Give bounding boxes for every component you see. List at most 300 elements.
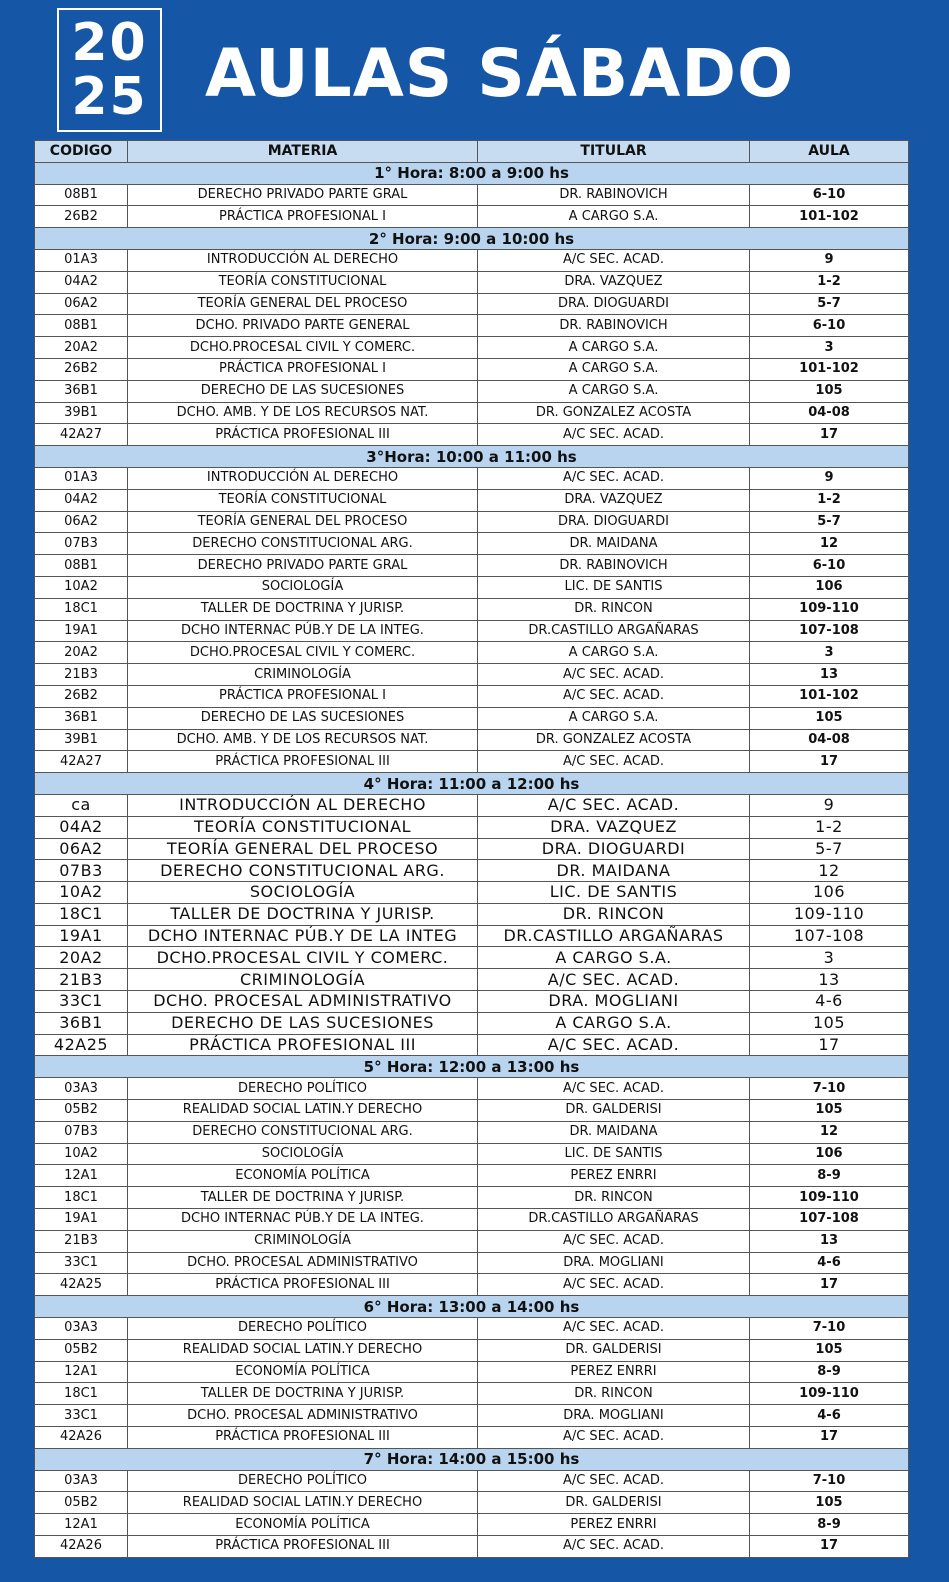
table-row: [35, 969, 909, 991]
table-row: [35, 271, 909, 293]
materia-cell: CRIMINOLOGÍA: [128, 664, 478, 686]
codigo-cell: 06A2: [35, 293, 128, 315]
titular-cell: A/C SEC. ACAD.: [478, 1274, 750, 1296]
materia-cell: ECONOMÍA POLÍTICA: [128, 1361, 478, 1383]
materia-cell: SOCIOLOGÍA: [128, 882, 478, 904]
titular-cell: DR. MAIDANA: [478, 533, 750, 555]
table-row: [35, 664, 909, 686]
aula-cell: 107-108: [750, 620, 909, 642]
aula-cell: 4-6: [750, 991, 909, 1013]
titular-cell: DRA. MOGLIANI: [478, 1252, 750, 1274]
table-row: [35, 1165, 909, 1187]
titular-cell: DR.CASTILLO ARGAÑARAS: [478, 1209, 750, 1231]
titular-cell: A/C SEC. ACAD.: [478, 1470, 750, 1492]
materia-cell: DCHO.PROCESAL CIVIL Y COMERC.: [128, 337, 478, 359]
titular-cell: DR. GALDERISI: [478, 1100, 750, 1122]
codigo-cell: 36B1: [35, 707, 128, 729]
titular-cell: DR. GONZALEZ ACOSTA: [478, 402, 750, 424]
materia-cell: TEORÍA CONSTITUCIONAL: [128, 816, 478, 838]
codigo-cell: 21B3: [35, 969, 128, 991]
table-row: [35, 860, 909, 882]
codigo-cell: 06A2: [35, 838, 128, 860]
hour-header-row: [35, 228, 909, 250]
table-row: [35, 794, 909, 816]
table-row: [35, 903, 909, 925]
codigo-cell: 04A2: [35, 489, 128, 511]
titular-cell: DR. MAIDANA: [478, 1121, 750, 1143]
table-row: [35, 1383, 909, 1405]
aula-cell: 12: [750, 533, 909, 555]
materia-cell: DCHO. PROCESAL ADMINISTRATIVO: [128, 991, 478, 1013]
hour-header-row: [35, 773, 909, 795]
materia-cell: REALIDAD SOCIAL LATIN.Y DERECHO: [128, 1339, 478, 1361]
codigo-cell: 03A3: [35, 1470, 128, 1492]
aula-cell: 105: [750, 1339, 909, 1361]
materia-cell: DERECHO CONSTITUCIONAL ARG.: [128, 533, 478, 555]
table-row: [35, 555, 909, 577]
codigo-cell: 10A2: [35, 576, 128, 598]
codigo-cell: 03A3: [35, 1078, 128, 1100]
titular-cell: DR. GALDERISI: [478, 1492, 750, 1514]
materia-cell: DCHO INTERNAC PÚB.Y DE LA INTEG.: [128, 1209, 478, 1231]
codigo-cell: 21B3: [35, 664, 128, 686]
materia-cell: TALLER DE DOCTRINA Y JURISP.: [128, 903, 478, 925]
codigo-cell: 33C1: [35, 1252, 128, 1274]
aula-cell: 105: [750, 1100, 909, 1122]
codigo-cell: 42A27: [35, 751, 128, 773]
table-row: [35, 1427, 909, 1449]
table-row: [35, 1536, 909, 1558]
table-row: [35, 184, 909, 206]
table-row: [35, 1187, 909, 1209]
aula-cell: 17: [750, 1274, 909, 1296]
codigo-cell: 42A25: [35, 1034, 128, 1056]
table-row: [35, 1361, 909, 1383]
materia-cell: DCHO INTERNAC PÚB.Y DE LA INTEG: [128, 925, 478, 947]
aula-cell: 13: [750, 969, 909, 991]
table-row: [35, 838, 909, 860]
codigo-cell: 20A2: [35, 642, 128, 664]
year-badge: [57, 8, 162, 132]
hour-title: 7° Hora: 14:00 a 15:00 hs: [35, 1448, 909, 1470]
materia-cell: TEORÍA GENERAL DEL PROCESO: [128, 293, 478, 315]
table-row: [35, 1252, 909, 1274]
materia-cell: DERECHO POLÍTICO: [128, 1078, 478, 1100]
table-row: [35, 1318, 909, 1340]
aula-cell: 4-6: [750, 1405, 909, 1427]
aula-cell: 8-9: [750, 1514, 909, 1536]
codigo-cell: 39B1: [35, 402, 128, 424]
materia-cell: PRÁCTICA PROFESIONAL III: [128, 751, 478, 773]
codigo-cell: 19A1: [35, 1209, 128, 1231]
table-row: [35, 1143, 909, 1165]
materia-cell: DERECHO DE LAS SUCESIONES: [128, 707, 478, 729]
titular-cell: DR. RABINOVICH: [478, 555, 750, 577]
table-row: [35, 598, 909, 620]
hour-header-row: [35, 1448, 909, 1470]
codigo-cell: 26B2: [35, 685, 128, 707]
materia-cell: DCHO. PRIVADO PARTE GENERAL: [128, 315, 478, 337]
table-row: [35, 1209, 909, 1231]
materia-cell: DERECHO PRIVADO PARTE GRAL: [128, 555, 478, 577]
aula-cell: 6-10: [750, 555, 909, 577]
titular-cell: DRA. MOGLIANI: [478, 991, 750, 1013]
materia-cell: SOCIOLOGÍA: [128, 576, 478, 598]
table-row: [35, 380, 909, 402]
materia-cell: PRÁCTICA PROFESIONAL III: [128, 1427, 478, 1449]
titular-cell: DR. RABINOVICH: [478, 184, 750, 206]
aula-cell: 109-110: [750, 1187, 909, 1209]
titular-cell: A CARGO S.A.: [478, 358, 750, 380]
codigo-cell: 04A2: [35, 271, 128, 293]
codigo-cell: 01A3: [35, 467, 128, 489]
codigo-cell: 12A1: [35, 1165, 128, 1187]
titular-cell: DR. RINCON: [478, 1383, 750, 1405]
aula-cell: 101-102: [750, 685, 909, 707]
aula-cell: 101-102: [750, 206, 909, 228]
table-row: [35, 642, 909, 664]
codigo-cell: 12A1: [35, 1514, 128, 1536]
table-row: [35, 1034, 909, 1056]
codigo-cell: 01A3: [35, 249, 128, 271]
aula-cell: 1-2: [750, 816, 909, 838]
titular-cell: LIC. DE SANTIS: [478, 1143, 750, 1165]
hour-header-row: [35, 162, 909, 184]
titular-cell: A/C SEC. ACAD.: [478, 751, 750, 773]
table-row: [35, 1339, 909, 1361]
table-row: [35, 358, 909, 380]
hour-header-row: [35, 446, 909, 468]
codigo-cell: 20A2: [35, 337, 128, 359]
table-row: [35, 1100, 909, 1122]
titular-cell: DRA. DIOGUARDI: [478, 838, 750, 860]
aula-cell: 3: [750, 947, 909, 969]
aula-cell: 105: [750, 1012, 909, 1034]
materia-cell: PRÁCTICA PROFESIONAL I: [128, 206, 478, 228]
aula-cell: 17: [750, 1034, 909, 1056]
titular-cell: A CARGO S.A.: [478, 380, 750, 402]
materia-cell: DERECHO CONSTITUCIONAL ARG.: [128, 860, 478, 882]
materia-cell: CRIMINOLOGÍA: [128, 969, 478, 991]
materia-cell: TEORÍA CONSTITUCIONAL: [128, 271, 478, 293]
codigo-cell: 06A2: [35, 511, 128, 533]
materia-cell: TEORÍA GENERAL DEL PROCESO: [128, 511, 478, 533]
codigo-cell: 18C1: [35, 903, 128, 925]
codigo-cell: 26B2: [35, 358, 128, 380]
table-row: [35, 1470, 909, 1492]
table-row: [35, 1405, 909, 1427]
titular-cell: A/C SEC. ACAD.: [478, 467, 750, 489]
table-row: [35, 751, 909, 773]
hour-header-row: [35, 1296, 909, 1318]
aula-cell: 109-110: [750, 903, 909, 925]
aula-cell: 04-08: [750, 402, 909, 424]
aula-cell: 105: [750, 707, 909, 729]
aula-cell: 107-108: [750, 925, 909, 947]
codigo-cell: 07B3: [35, 860, 128, 882]
codigo-cell: 36B1: [35, 1012, 128, 1034]
aula-cell: 8-9: [750, 1361, 909, 1383]
codigo-cell: 42A27: [35, 424, 128, 446]
aula-cell: 6-10: [750, 184, 909, 206]
schedule-body: [35, 162, 909, 1557]
codigo-cell: 33C1: [35, 1405, 128, 1427]
titular-cell: A CARGO S.A.: [478, 206, 750, 228]
codigo-cell: ca: [35, 794, 128, 816]
hour-title: 3°Hora: 10:00 a 11:00 hs: [35, 446, 909, 468]
materia-cell: DERECHO POLÍTICO: [128, 1318, 478, 1340]
titular-cell: A/C SEC. ACAD.: [478, 1427, 750, 1449]
table-row: [35, 467, 909, 489]
titular-cell: LIC. DE SANTIS: [478, 576, 750, 598]
hour-title: 5° Hora: 12:00 a 13:00 hs: [35, 1056, 909, 1078]
hour-title: 6° Hora: 13:00 a 14:00 hs: [35, 1296, 909, 1318]
titular-cell: A CARGO S.A.: [478, 707, 750, 729]
table-row: [35, 533, 909, 555]
page-title: AULAS SÁBADO: [205, 35, 795, 112]
codigo-cell: 18C1: [35, 1383, 128, 1405]
table-row: [35, 1121, 909, 1143]
table-row: [35, 947, 909, 969]
materia-cell: TALLER DE DOCTRINA Y JURISP.: [128, 598, 478, 620]
materia-cell: TALLER DE DOCTRINA Y JURISP.: [128, 1383, 478, 1405]
hour-title: 2° Hora: 9:00 a 10:00 hs: [35, 228, 909, 250]
titular-cell: A/C SEC. ACAD.: [478, 1318, 750, 1340]
column-header-materia: MATERIA: [128, 141, 478, 163]
materia-cell: INTRODUCCIÓN AL DERECHO: [128, 794, 478, 816]
titular-cell: DR.CASTILLO ARGAÑARAS: [478, 620, 750, 642]
titular-cell: A/C SEC. ACAD.: [478, 1230, 750, 1252]
codigo-cell: 10A2: [35, 882, 128, 904]
aula-cell: 4-6: [750, 1252, 909, 1274]
schedule-table: [34, 140, 909, 1558]
titular-cell: A/C SEC. ACAD.: [478, 969, 750, 991]
codigo-cell: 18C1: [35, 1187, 128, 1209]
titular-cell: PEREZ ENRRI: [478, 1361, 750, 1383]
codigo-cell: 08B1: [35, 315, 128, 337]
materia-cell: INTRODUCCIÓN AL DERECHO: [128, 249, 478, 271]
table-row: [35, 249, 909, 271]
year-top: 20: [71, 13, 148, 73]
aula-cell: 106: [750, 882, 909, 904]
codigo-cell: 05B2: [35, 1100, 128, 1122]
materia-cell: DERECHO POLÍTICO: [128, 1470, 478, 1492]
titular-cell: LIC. DE SANTIS: [478, 882, 750, 904]
materia-cell: DERECHO PRIVADO PARTE GRAL: [128, 184, 478, 206]
aula-cell: 5-7: [750, 838, 909, 860]
codigo-cell: 33C1: [35, 991, 128, 1013]
aula-cell: 5-7: [750, 293, 909, 315]
materia-cell: PRÁCTICA PROFESIONAL III: [128, 1274, 478, 1296]
table-row: [35, 1514, 909, 1536]
titular-cell: A CARGO S.A.: [478, 337, 750, 359]
materia-cell: SOCIOLOGÍA: [128, 1143, 478, 1165]
titular-cell: A/C SEC. ACAD.: [478, 1536, 750, 1558]
codigo-cell: 10A2: [35, 1143, 128, 1165]
materia-cell: TALLER DE DOCTRINA Y JURISP.: [128, 1187, 478, 1209]
materia-cell: DERECHO CONSTITUCIONAL ARG.: [128, 1121, 478, 1143]
materia-cell: DCHO. AMB. Y DE LOS RECURSOS NAT.: [128, 402, 478, 424]
aula-cell: 6-10: [750, 315, 909, 337]
titular-cell: DRA. VAZQUEZ: [478, 271, 750, 293]
materia-cell: DCHO.PROCESAL CIVIL Y COMERC.: [128, 947, 478, 969]
titular-cell: A/C SEC. ACAD.: [478, 1034, 750, 1056]
codigo-cell: 21B3: [35, 1230, 128, 1252]
codigo-cell: 36B1: [35, 380, 128, 402]
aula-cell: 9: [750, 794, 909, 816]
aula-cell: 13: [750, 1230, 909, 1252]
aula-cell: 7-10: [750, 1078, 909, 1100]
aula-cell: 8-9: [750, 1165, 909, 1187]
materia-cell: ECONOMÍA POLÍTICA: [128, 1514, 478, 1536]
codigo-cell: 42A25: [35, 1274, 128, 1296]
aula-cell: 12: [750, 1121, 909, 1143]
table-row: [35, 576, 909, 598]
year-bottom: 25: [71, 67, 148, 127]
materia-cell: PRÁCTICA PROFESIONAL I: [128, 358, 478, 380]
table-row: [35, 685, 909, 707]
aula-cell: 17: [750, 1536, 909, 1558]
aula-cell: 04-08: [750, 729, 909, 751]
table-row: [35, 293, 909, 315]
aula-cell: 9: [750, 467, 909, 489]
materia-cell: DERECHO DE LAS SUCESIONES: [128, 1012, 478, 1034]
column-header-aula: AULA: [750, 141, 909, 163]
titular-cell: DRA. MOGLIANI: [478, 1405, 750, 1427]
titular-cell: A CARGO S.A.: [478, 947, 750, 969]
aula-cell: 17: [750, 751, 909, 773]
table-row: [35, 925, 909, 947]
table-row: [35, 424, 909, 446]
materia-cell: DCHO. AMB. Y DE LOS RECURSOS NAT.: [128, 729, 478, 751]
codigo-cell: 42A26: [35, 1427, 128, 1449]
titular-cell: DR. RINCON: [478, 1187, 750, 1209]
table-row: [35, 1012, 909, 1034]
aula-cell: 107-108: [750, 1209, 909, 1231]
titular-cell: DR. GALDERISI: [478, 1339, 750, 1361]
materia-cell: DCHO. PROCESAL ADMINISTRATIVO: [128, 1405, 478, 1427]
titular-cell: A/C SEC. ACAD.: [478, 249, 750, 271]
aula-cell: 3: [750, 642, 909, 664]
table-row: [35, 882, 909, 904]
codigo-cell: 12A1: [35, 1361, 128, 1383]
table-row: [35, 337, 909, 359]
codigo-cell: 07B3: [35, 533, 128, 555]
materia-cell: DERECHO DE LAS SUCESIONES: [128, 380, 478, 402]
table-row: [35, 315, 909, 337]
titular-cell: DRA. VAZQUEZ: [478, 816, 750, 838]
materia-cell: ECONOMÍA POLÍTICA: [128, 1165, 478, 1187]
table-row: [35, 816, 909, 838]
aula-cell: 5-7: [750, 511, 909, 533]
titular-cell: DRA. DIOGUARDI: [478, 511, 750, 533]
titular-cell: A CARGO S.A.: [478, 642, 750, 664]
aula-cell: 13: [750, 664, 909, 686]
codigo-cell: 08B1: [35, 184, 128, 206]
aula-cell: 101-102: [750, 358, 909, 380]
hour-title: 1° Hora: 8:00 a 9:00 hs: [35, 162, 909, 184]
titular-cell: PEREZ ENRRI: [478, 1514, 750, 1536]
aula-cell: 17: [750, 1427, 909, 1449]
titular-cell: DR. RABINOVICH: [478, 315, 750, 337]
materia-cell: PRÁCTICA PROFESIONAL III: [128, 1034, 478, 1056]
materia-cell: PRÁCTICA PROFESIONAL III: [128, 1536, 478, 1558]
codigo-cell: 20A2: [35, 947, 128, 969]
codigo-cell: 18C1: [35, 598, 128, 620]
materia-cell: DCHO INTERNAC PÚB.Y DE LA INTEG.: [128, 620, 478, 642]
table-row: [35, 1078, 909, 1100]
aula-cell: 7-10: [750, 1470, 909, 1492]
codigo-cell: 05B2: [35, 1339, 128, 1361]
titular-cell: DR. MAIDANA: [478, 860, 750, 882]
codigo-cell: 07B3: [35, 1121, 128, 1143]
hour-title: 4° Hora: 11:00 a 12:00 hs: [35, 773, 909, 795]
aula-cell: 9: [750, 249, 909, 271]
titular-cell: DR. RINCON: [478, 598, 750, 620]
materia-cell: REALIDAD SOCIAL LATIN.Y DERECHO: [128, 1100, 478, 1122]
aula-cell: 17: [750, 424, 909, 446]
codigo-cell: 03A3: [35, 1318, 128, 1340]
aula-cell: 105: [750, 380, 909, 402]
header-row: [35, 141, 909, 163]
hour-header-row: [35, 1056, 909, 1078]
table-row: [35, 991, 909, 1013]
titular-cell: DRA. DIOGUARDI: [478, 293, 750, 315]
column-header-titular: TITULAR: [478, 141, 750, 163]
titular-cell: A/C SEC. ACAD.: [478, 1078, 750, 1100]
materia-cell: DCHO.PROCESAL CIVIL Y COMERC.: [128, 642, 478, 664]
materia-cell: PRÁCTICA PROFESIONAL I: [128, 685, 478, 707]
aula-cell: 12: [750, 860, 909, 882]
table-row: [35, 620, 909, 642]
table-row: [35, 729, 909, 751]
codigo-cell: 19A1: [35, 620, 128, 642]
column-header-codigo: CODIGO: [35, 141, 128, 163]
aula-cell: 105: [750, 1492, 909, 1514]
aula-cell: 106: [750, 1143, 909, 1165]
table-row: [35, 1230, 909, 1252]
codigo-cell: 04A2: [35, 816, 128, 838]
codigo-cell: 05B2: [35, 1492, 128, 1514]
titular-cell: DR.CASTILLO ARGAÑARAS: [478, 925, 750, 947]
materia-cell: INTRODUCCIÓN AL DERECHO: [128, 467, 478, 489]
table-row: [35, 402, 909, 424]
titular-cell: A CARGO S.A.: [478, 1012, 750, 1034]
materia-cell: CRIMINOLOGÍA: [128, 1230, 478, 1252]
table-row: [35, 511, 909, 533]
codigo-cell: 08B1: [35, 555, 128, 577]
codigo-cell: 42A26: [35, 1536, 128, 1558]
aula-cell: 1-2: [750, 271, 909, 293]
aula-cell: 106: [750, 576, 909, 598]
aula-cell: 1-2: [750, 489, 909, 511]
titular-cell: A/C SEC. ACAD.: [478, 424, 750, 446]
titular-cell: PEREZ ENRRI: [478, 1165, 750, 1187]
titular-cell: DR. GONZALEZ ACOSTA: [478, 729, 750, 751]
codigo-cell: 19A1: [35, 925, 128, 947]
titular-cell: DRA. VAZQUEZ: [478, 489, 750, 511]
materia-cell: PRÁCTICA PROFESIONAL III: [128, 424, 478, 446]
aula-cell: 7-10: [750, 1318, 909, 1340]
materia-cell: DCHO. PROCESAL ADMINISTRATIVO: [128, 1252, 478, 1274]
titular-cell: A/C SEC. ACAD.: [478, 664, 750, 686]
table-row: [35, 206, 909, 228]
materia-cell: TEORÍA GENERAL DEL PROCESO: [128, 838, 478, 860]
codigo-cell: 39B1: [35, 729, 128, 751]
table-row: [35, 1492, 909, 1514]
materia-cell: TEORÍA CONSTITUCIONAL: [128, 489, 478, 511]
table-row: [35, 707, 909, 729]
